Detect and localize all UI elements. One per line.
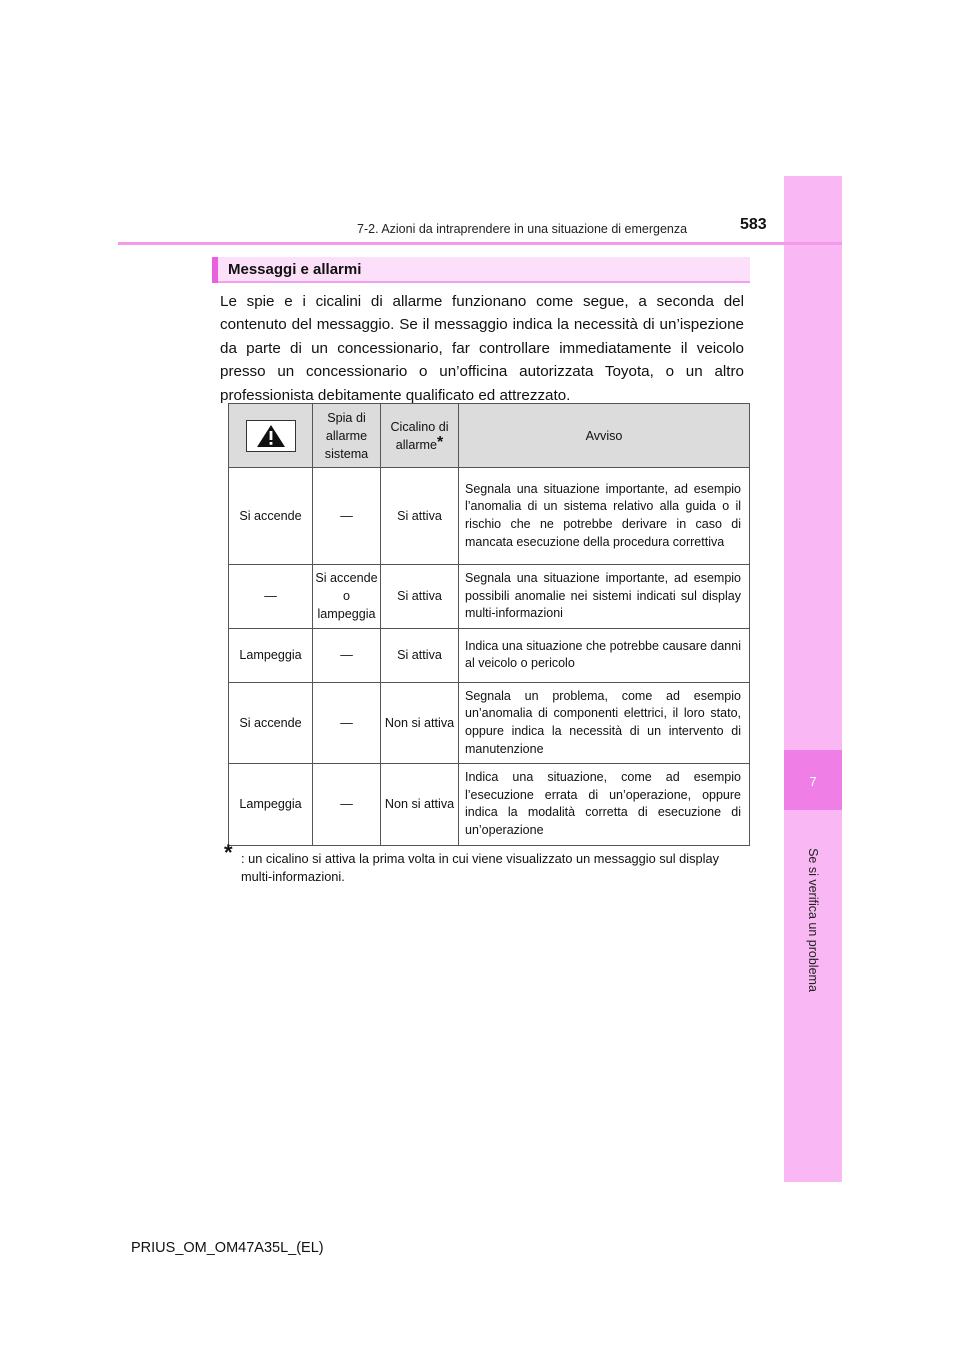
cell-buzzer: Si attiva (381, 628, 459, 682)
header-icon-cell (229, 404, 313, 468)
cell-notice: Segnala una situazione importante, ad esempio l’anomalia di un sistema relativo alla guida o il rischio che ne potrebbe derivare in caso di mancata esecuzione della procedura correttiva (459, 468, 750, 565)
warning-triangle-icon (246, 420, 296, 452)
section-title: Messaggi e allarmi (228, 261, 362, 278)
header-notice: Avviso (459, 404, 750, 468)
cell-buzzer: Si attiva (381, 565, 459, 629)
cell-notice: Segnala una situazione importante, ad esempio possibili anomalie nei sistemi indicati sul display multi-informazioni (459, 565, 750, 629)
chapter-side-label: Se si verifica un problema (806, 848, 820, 992)
cell-system-light: — (313, 764, 381, 845)
table-row (229, 565, 750, 629)
header-buzzer-label: Cicalino di allarme (390, 419, 449, 452)
cell-buzzer: Non si attiva (381, 764, 459, 845)
cell-icon-state: Lampeggia (229, 764, 313, 845)
table-row (229, 682, 750, 763)
header-system-light: Spia di allarme sistema (313, 404, 381, 468)
cell-system-light: Si accende o lampeggia (313, 565, 381, 629)
cell-notice: Segnala un problema, come ad esempio un’anomalia di componenti elettrici, il loro stato, oppure indica la necessità di un intervento di manutenzione (459, 682, 750, 763)
cell-buzzer: Non si attiva (381, 682, 459, 763)
footnote-text: : un cicalino si attiva la prima volta in cui viene visualizzato un messaggio sul display multi-informazioni. (241, 851, 719, 884)
table-row (229, 764, 750, 845)
intro-paragraph: Le spie e i cicalini di allarme funzionano come segue, a seconda del contenuto del messaggio. Se il messaggio indica la necessità di un’ispezione da parte di un concessionario, far controllare immediatamente il veicolo presso un concessionario o un’officina autorizzata Toyota, o un altro professionista debitamente qualificato ed attrezzato. (220, 293, 744, 404)
cell-icon-state: — (229, 565, 313, 629)
page-number: 583 (740, 216, 767, 233)
chapter-number: 7 (809, 774, 817, 789)
alarm-table (228, 403, 750, 846)
chapter-heading: 7-2. Azioni da intraprendere in una situazione di emergenza (357, 222, 688, 236)
cell-buzzer: Si attiva (381, 468, 459, 565)
cell-icon-state: Lampeggia (229, 628, 313, 682)
cell-system-light: — (313, 682, 381, 763)
section-title-bar (212, 257, 750, 283)
cell-icon-state: Si accende (229, 682, 313, 763)
cell-notice: Indica una situazione che potrebbe causare danni al veicolo o pericolo (459, 628, 750, 682)
footnote-marker: * (437, 433, 444, 451)
cell-icon-state: Si accende (229, 468, 313, 565)
table-row (229, 628, 750, 682)
cell-notice: Indica una situazione, come ad esempio l’esecuzione errata di un’operazione, oppure indica la modalità corretta di esecuzione di un’operazione (459, 764, 750, 845)
table-row (229, 468, 750, 565)
cell-system-light: — (313, 628, 381, 682)
chapter-number-tab (784, 750, 842, 810)
header-rule (118, 242, 842, 245)
table-header-row (229, 404, 750, 468)
cell-system-light: — (313, 468, 381, 565)
footnote-star: * (224, 840, 233, 865)
document-code: PRIUS_OM_OM47A35L_(EL) (131, 1240, 324, 1256)
chapter-side-tab (784, 176, 842, 1182)
header-buzzer (381, 404, 459, 468)
